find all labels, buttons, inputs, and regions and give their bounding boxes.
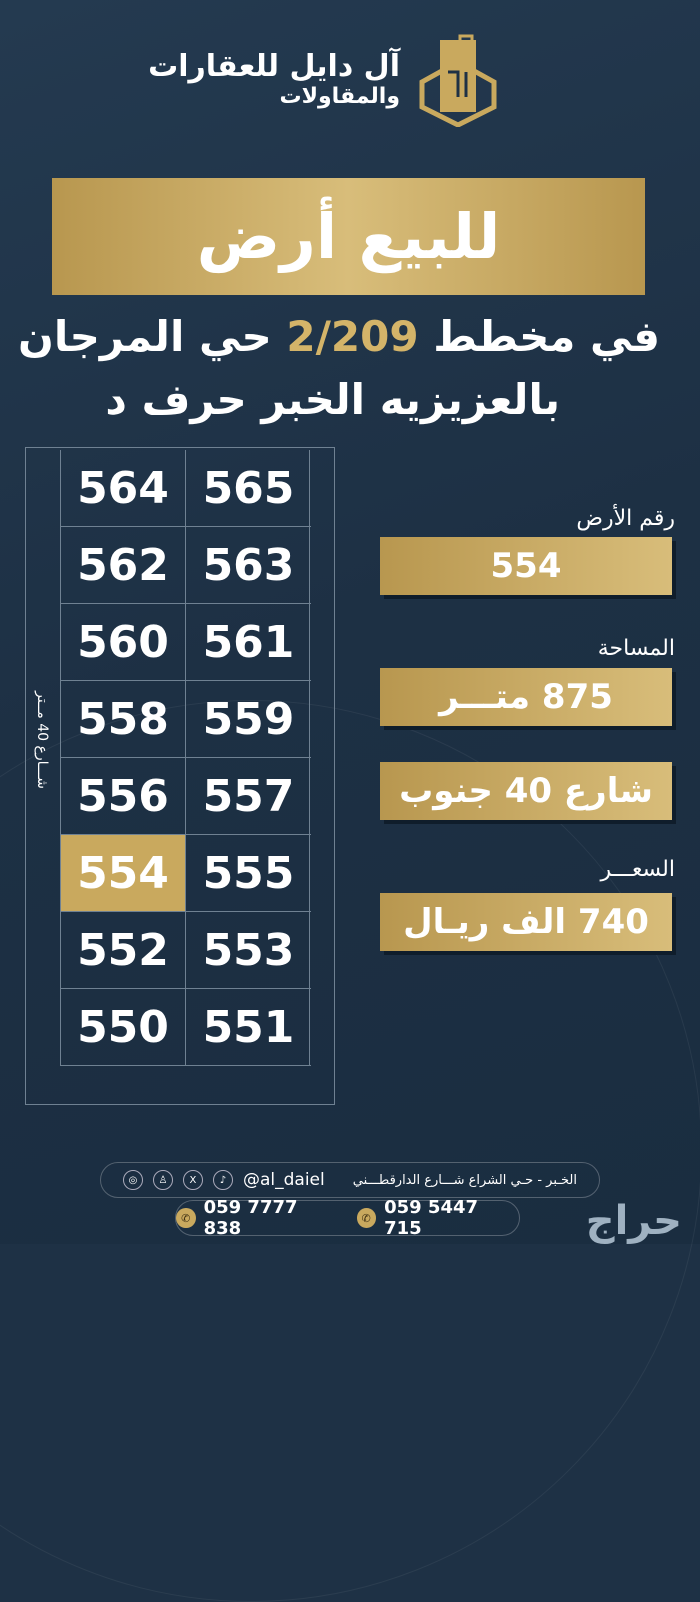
plan-number: 2/209: [286, 312, 419, 361]
area-label: المساحة: [597, 636, 675, 661]
for-sale-banner: [52, 178, 645, 295]
plot-cell: 551: [186, 989, 311, 1066]
phone-icon: ✆: [357, 1208, 377, 1228]
phone-icon: ✆: [176, 1208, 196, 1228]
price-value: 740 الف ريـال: [380, 893, 672, 951]
plot-cell: 561: [186, 604, 311, 681]
plot-cell-highlighted: 554: [61, 835, 186, 912]
x-icon[interactable]: X: [183, 1170, 203, 1190]
street-label: [22, 640, 62, 840]
plot-cell: 563: [186, 527, 311, 604]
company-name: [148, 49, 400, 109]
tiktok-icon[interactable]: ♪: [213, 1170, 233, 1190]
subtitle-text: حي المرجان: [18, 312, 287, 361]
area-value: 875 متـــر: [380, 668, 672, 726]
plot-grid: [60, 450, 310, 1066]
plot-cell: 553: [186, 912, 311, 989]
price-label: السعـــر: [600, 857, 675, 882]
company-name-line1: آل دايل للعقارات: [148, 49, 400, 84]
phone-number-1[interactable]: 059 5447 715: [384, 1197, 479, 1239]
plot-number-label: رقم الأرض: [576, 506, 675, 531]
plot-cell: 562: [61, 527, 186, 604]
plot-cell: 565: [186, 450, 311, 527]
plot-cell: 559: [186, 681, 311, 758]
plot-cell: 556: [61, 758, 186, 835]
plot-cell: 550: [61, 989, 186, 1066]
banner-title: للبيع أرض: [196, 200, 501, 273]
address: الخـبر - حـي الشراع شـــارع الدارقطـــني: [352, 1172, 578, 1188]
plot-number-value: 554: [380, 537, 672, 595]
plot-cell: 564: [61, 450, 186, 527]
plot-cell: 552: [61, 912, 186, 989]
street-value: شارع 40 جنوب: [380, 762, 672, 820]
subtitle-line1: [0, 312, 660, 361]
plot-cell: 555: [186, 835, 311, 912]
social-handle[interactable]: @al_daiel: [242, 1170, 325, 1190]
company-logo-icon: [418, 32, 498, 127]
plot-cell: 557: [186, 758, 311, 835]
plot-cell: 560: [61, 604, 186, 681]
phone-bar: [175, 1197, 520, 1239]
snapchat-icon[interactable]: ♙: [153, 1170, 173, 1190]
haraj-watermark: حراج: [585, 1198, 682, 1244]
subtitle-text: في مخطط: [418, 312, 660, 361]
contact-bar: [100, 1162, 600, 1198]
instagram-icon[interactable]: ◎: [123, 1170, 143, 1190]
subtitle-line2: بالعزيزيه الخبر حرف د: [105, 375, 560, 424]
plot-cell: 558: [61, 681, 186, 758]
company-name-line2: والمقاولات: [279, 84, 400, 109]
phone-number-2[interactable]: 059 7777 838: [203, 1197, 298, 1239]
street-label-text: شـــارع 40 مــتر: [34, 691, 50, 789]
